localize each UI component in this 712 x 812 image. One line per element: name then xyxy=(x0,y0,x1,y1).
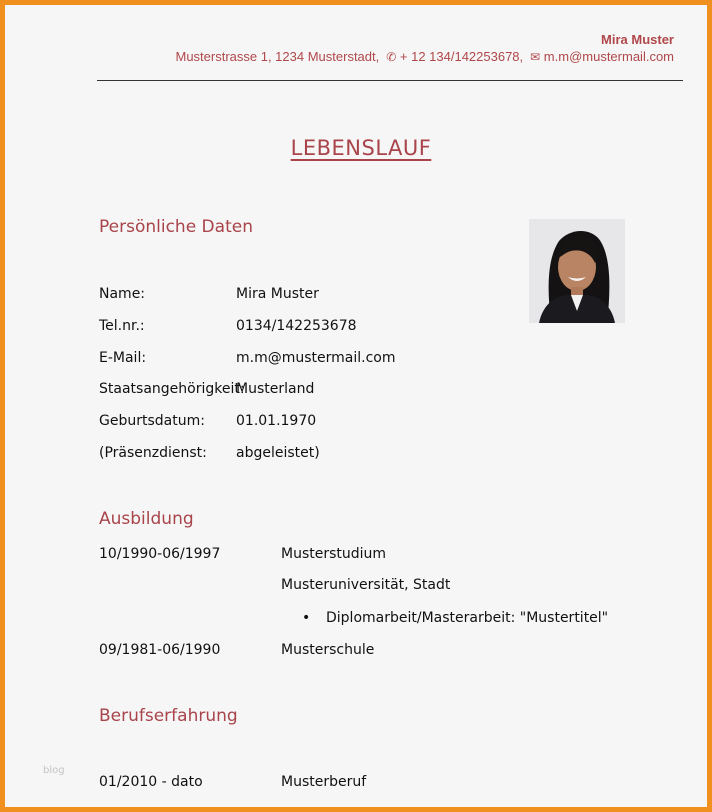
personal-row xyxy=(99,381,314,397)
education-period: 10/1990-06/1997 xyxy=(99,546,221,562)
experience-title: Musterberuf xyxy=(281,774,367,790)
personal-value: m.m@mustermail.com xyxy=(236,350,396,366)
personal-label: E-Mail: xyxy=(99,350,147,366)
personal-row xyxy=(99,350,396,366)
education-period: 09/1981-06/1990 xyxy=(99,642,221,658)
education-bullet-text: Diplomarbeit/Masterarbeit: "Mustertitel" xyxy=(326,610,609,626)
education-title: Musterstudium xyxy=(281,546,387,562)
personal-label: Tel.nr.: xyxy=(99,318,145,334)
personal-value: Mira Muster xyxy=(236,286,319,302)
profile-photo xyxy=(529,219,625,323)
personal-row xyxy=(99,286,319,302)
personal-value: Musterland xyxy=(236,381,315,397)
header-divider xyxy=(97,80,683,81)
header-email: m.m@mustermail.com xyxy=(543,49,674,64)
personal-value: abgeleistet) xyxy=(236,445,320,461)
header-name: Mira Muster xyxy=(601,32,674,47)
education-row xyxy=(99,546,386,562)
header-contact xyxy=(175,49,674,64)
section-education-heading: Ausbildung xyxy=(99,509,194,529)
header-address: Musterstrasse 1, 1234 Musterstadt, xyxy=(175,49,380,64)
experience-row xyxy=(99,774,366,790)
personal-value: 0134/142253678 xyxy=(236,318,357,334)
envelope-icon: ✉ xyxy=(526,50,541,64)
personal-label: Name: xyxy=(99,286,146,302)
education-bullet xyxy=(302,610,608,626)
education-detail: Musteruniversität, Stadt xyxy=(281,577,451,593)
personal-label: Geburtsdatum: xyxy=(99,413,205,429)
watermark: blog xyxy=(43,765,65,776)
education-row xyxy=(99,642,374,658)
section-personal-heading: Persönliche Daten xyxy=(99,217,253,237)
experience-period: 01/2010 - dato xyxy=(99,774,203,790)
education-title: Musterschule xyxy=(281,642,375,658)
phone-icon: ✆ xyxy=(382,50,397,64)
personal-row xyxy=(99,413,316,429)
section-experience-heading: Berufserfahrung xyxy=(99,706,238,726)
personal-label: (Präsenzdienst: xyxy=(99,445,207,461)
personal-row xyxy=(99,445,320,461)
personal-row xyxy=(99,318,357,334)
personal-label: Staatsangehörigkeit: xyxy=(99,381,245,397)
bullet-icon: • xyxy=(302,610,311,626)
personal-value: 01.01.1970 xyxy=(236,413,317,429)
header-phone: + 12 134/142253678, xyxy=(399,49,524,64)
education-row xyxy=(99,577,450,593)
document-title: LEBENSLAUF xyxy=(290,136,432,160)
